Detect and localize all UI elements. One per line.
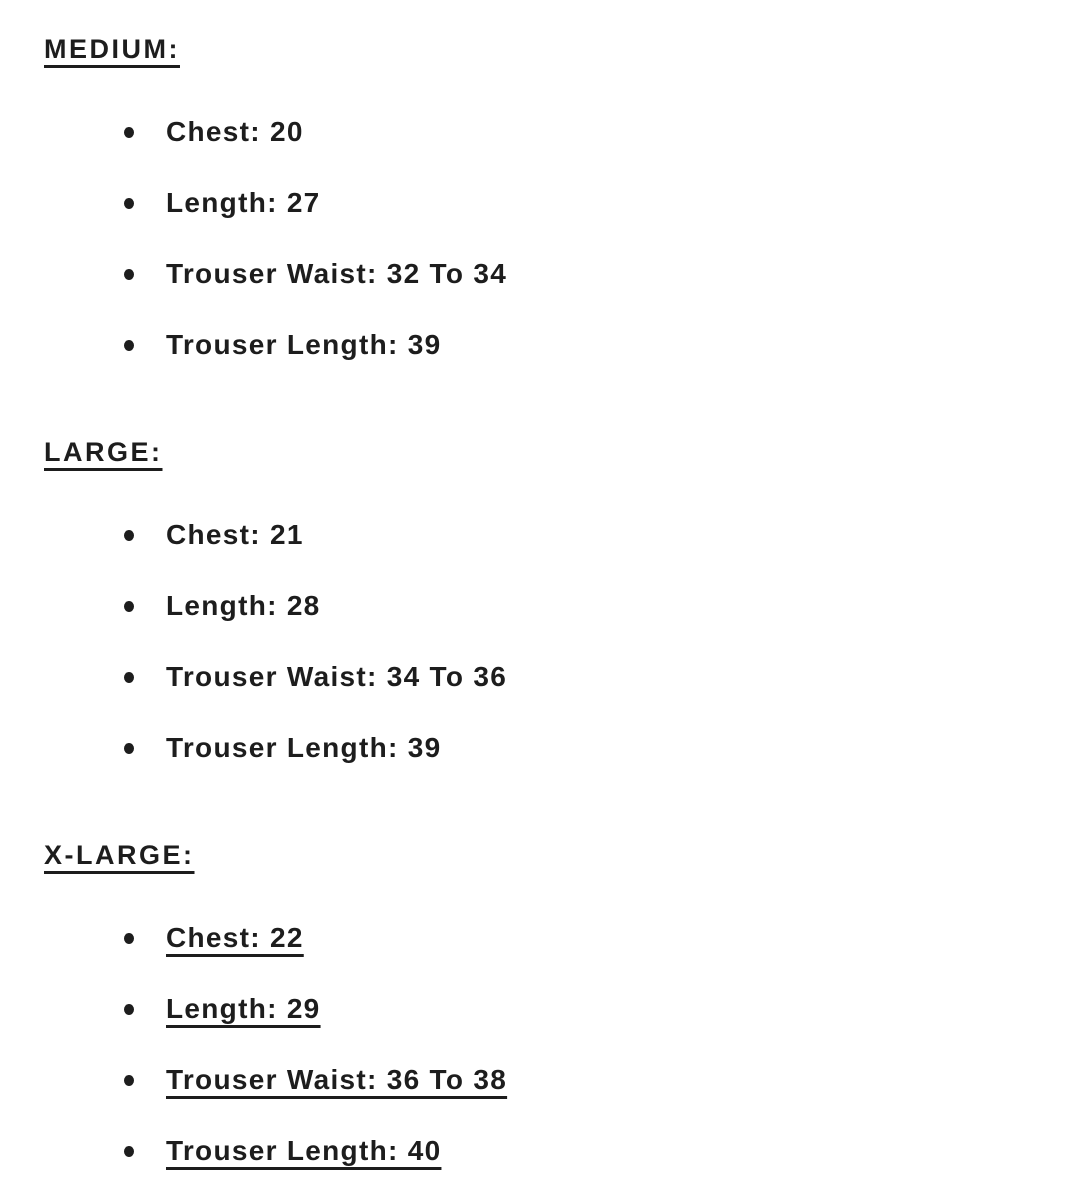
measure-list-medium [44,114,1080,363]
bullet-icon [124,530,134,541]
bullet-icon [124,127,134,138]
list-item [166,114,1080,150]
size-section-x-large [44,838,1080,1169]
bullet-icon [124,743,134,754]
list-item [166,659,1080,695]
list-item [166,327,1080,363]
list-item [166,256,1080,292]
list-item [166,517,1080,553]
bullet-icon [124,269,134,280]
list-item [166,1062,1080,1098]
size-heading-x-large [44,838,1080,900]
bullet-icon [124,1075,134,1086]
measure-trouser-waist: Trouser Waist: 34 To 36 [166,660,508,692]
list-item [166,588,1080,624]
bullet-icon [124,340,134,351]
size-section-medium [44,32,1080,363]
list-item [166,991,1080,1027]
measure-chest: Chest: 20 [166,115,304,147]
size-heading-x-large-text: X-LARGE: [44,839,195,870]
measure-list-x-large [44,920,1080,1169]
list-item [166,730,1080,766]
measure-trouser-length: Trouser Length: 39 [166,328,442,360]
measure-trouser-length: Trouser Length: 40 [166,1134,442,1166]
bullet-icon [124,933,134,944]
size-section-large [44,435,1080,766]
measure-list-large [44,517,1080,766]
list-item [166,920,1080,956]
size-heading-large [44,435,1080,497]
list-item [166,1133,1080,1169]
size-heading-large-text: LARGE: [44,436,163,467]
measure-length: Length: 28 [166,589,321,621]
bullet-icon [124,1146,134,1157]
measure-trouser-waist: Trouser Waist: 32 To 34 [166,257,508,289]
bullet-icon [124,1004,134,1015]
measure-length: Length: 27 [166,186,321,218]
bullet-icon [124,672,134,683]
size-heading-medium [44,32,1080,94]
bullet-icon [124,198,134,209]
measure-trouser-length: Trouser Length: 39 [166,731,442,763]
measure-length: Length: 29 [166,992,321,1024]
measure-chest: Chest: 21 [166,518,304,550]
measure-trouser-waist: Trouser Waist: 36 To 38 [166,1063,508,1095]
list-item [166,185,1080,221]
measure-chest: Chest: 22 [166,921,304,953]
size-heading-medium-text: MEDIUM: [44,33,180,64]
bullet-icon [124,601,134,612]
